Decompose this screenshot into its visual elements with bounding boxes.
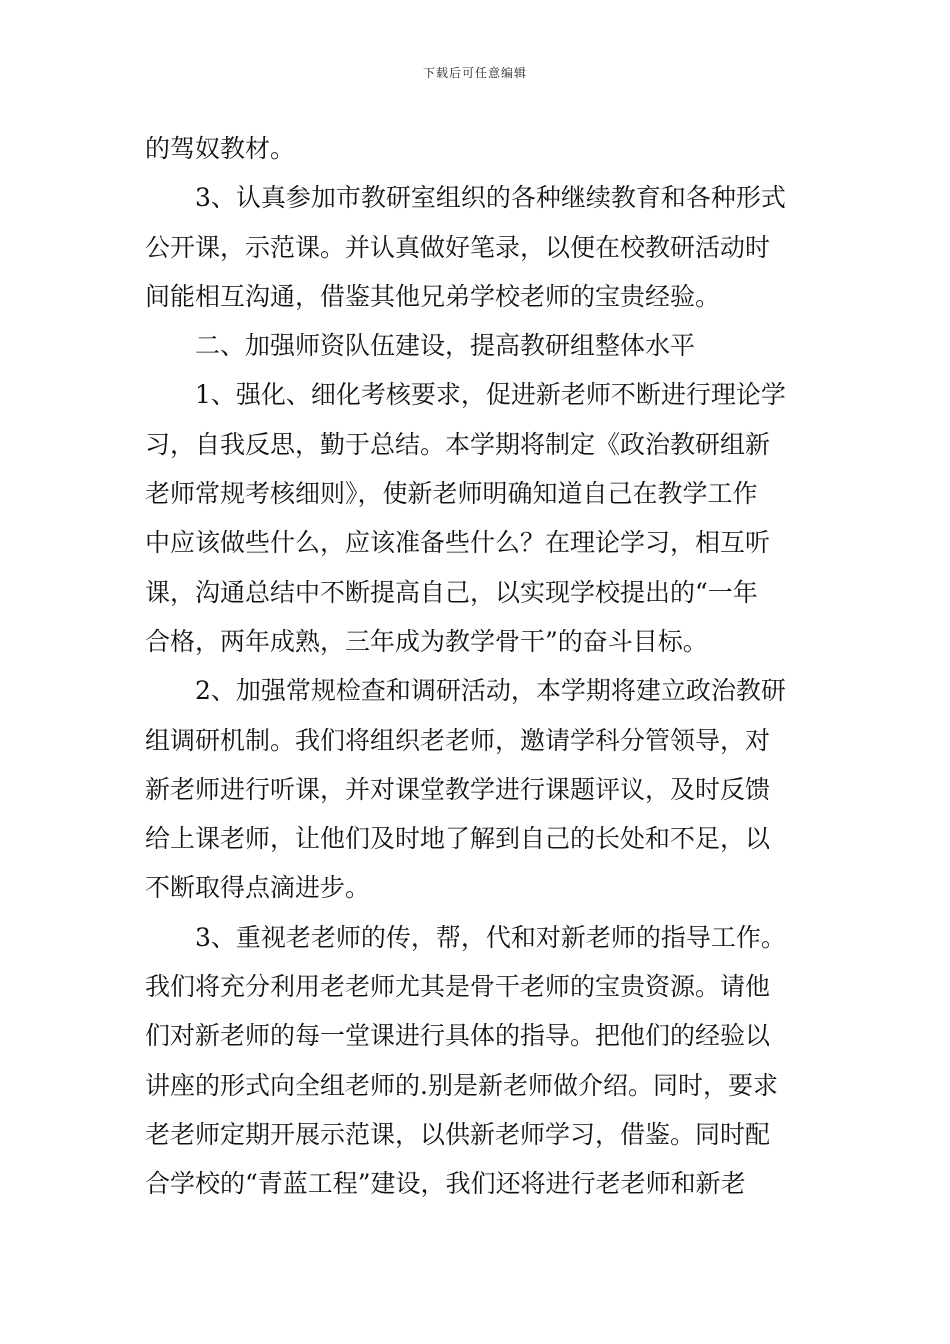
text-line: 老老师定期开展示范课，以供新老师学习，借鉴。同时配 <box>145 1119 771 1149</box>
text-line: 2、加强常规检查和调研活动，本学期将建立政治教研 <box>145 676 786 706</box>
text-line: 讲座的形式向全组老师的.别是新老师做介绍。同时，要求 <box>145 1070 778 1100</box>
text-line: 课，沟通总结中不断提高自己，以实现学校提出的“一年 <box>145 577 758 607</box>
text-line: 3、重视老老师的传，帮，代和对新老师的指导工作。 <box>145 922 786 952</box>
text-line: 中应该做些什么，应该准备些什么？在理论学习，相互听 <box>145 528 771 558</box>
text-line: 给上课老师，让他们及时地了解到自己的长处和不足，以 <box>145 824 771 854</box>
text-line: 合格，两年成熟，三年成为教学骨干”的奋斗目标。 <box>145 626 708 656</box>
text-line: 习，自我反思，勤于总结。本学期将制定《政治教研组新 <box>145 429 771 459</box>
page-header: 下载后可任意编辑 <box>422 66 527 80</box>
text-line: 组调研机制。我们将组织老老师，邀请学科分管领导，对 <box>145 725 771 755</box>
text-line: 二、加强师资队伍建设，提高教研组整体水平 <box>145 331 696 361</box>
text-line: 我们将充分利用老老师尤其是骨干老师的宝贵资源。请他 <box>145 972 771 1002</box>
text-line: 新老师进行听课，并对课堂教学进行课题评议，及时反馈 <box>145 774 771 804</box>
text-line: 的驾奴教材。 <box>145 134 296 163</box>
document-body <box>145 124 810 1209</box>
text-line: 们对新老师的每一堂课进行具体的指导。把他们的经验以 <box>145 1021 771 1051</box>
text-line: 老师常规考核细则》，使新老师明确知道自己在教学工作 <box>145 479 758 509</box>
text-line: 不断取得点滴进步。 <box>145 873 371 903</box>
text-line: 1、强化、细化考核要求，促进新老师不断进行理论学 <box>145 380 786 410</box>
text-line: 间能相互沟通，借鉴其他兄弟学校老师的宝贵经验。 <box>145 281 721 311</box>
text-line: 合学校的“青蓝工程”建设，我们还将进行老老师和新老 <box>145 1169 746 1199</box>
text-line: 3、认真参加市教研室组织的各种继续教育和各种形式 <box>145 183 786 213</box>
text-line: 公开课，示范课。并认真做好笔录，以便在校教研活动时 <box>145 232 771 262</box>
